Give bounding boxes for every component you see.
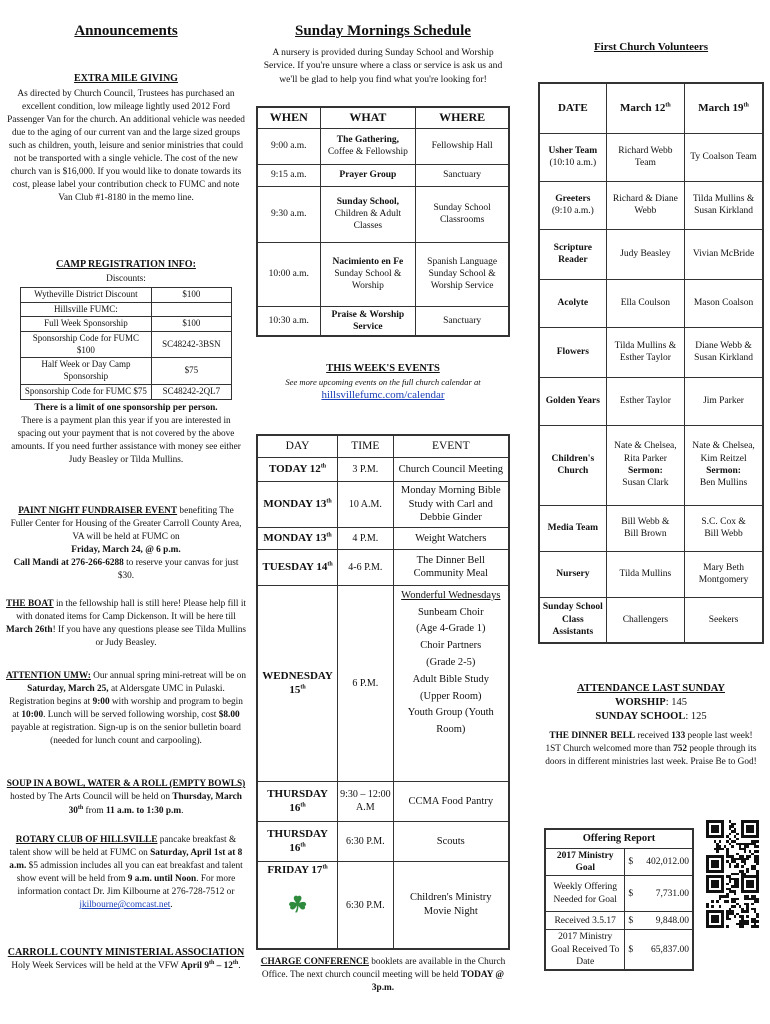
offering-value: $ 9,848.00	[625, 912, 693, 930]
event-line: (Upper Room)	[420, 690, 482, 702]
rotary-section	[6, 834, 246, 912]
volunteers-header-cell: March 19th	[685, 83, 763, 133]
camp-row-value	[151, 302, 231, 317]
soup-text: SOUP IN A BOWL, WATER & A ROLL (EMPTY BOWLS) hosted by The Arts Council will be held on Thursday, March 30th from 11 a.m. to 1:30 p.m.	[6, 779, 246, 817]
calendar-link[interactable]: hillsvillefumc.com/calendar	[321, 388, 445, 401]
volunteer-role: Acolyte	[539, 279, 606, 327]
offering-value: $ 65,837.00	[625, 930, 693, 971]
schedule-header-when: WHEN	[257, 107, 320, 128]
volunteer-names: Seekers	[685, 597, 763, 643]
schedule-what-title: Nacimiento en Fe	[332, 256, 404, 267]
umw-text: ATTENTION UMW: Our annual spring mini-retreat will be on Saturday, March 25, at Aldersgate UMC in Pulaski. Registration begins at 9:00 with worship and program to begin at 10:00. Lunch will be served following worship, cost $8.00 payable at registration. Sign-up is on the senior bulletin board (needed for lunch count and carpooling).	[6, 671, 246, 747]
dinner-bell-text: THE DINNER BELL received 133 people last week!	[549, 731, 753, 742]
sunday-schedule-table	[256, 106, 510, 337]
event-day: MONDAY 13th	[257, 527, 338, 549]
camp-plan: There is a payment plan this year if you are interested in spacing out your payment that is not covered by the above amounts. If you need further assistance with money see either Judy Beasley or Tilda Mullins.	[11, 415, 241, 465]
event-description: The Dinner Bell Community Meal	[393, 549, 509, 585]
event-row	[257, 821, 509, 861]
event-line: Sunbeam Choir	[417, 606, 484, 618]
extra-mile-section	[6, 72, 246, 205]
schedule-when: 9:15 a.m.	[257, 164, 320, 186]
volunteer-row	[539, 279, 763, 327]
offering-header-row	[545, 829, 693, 848]
event-row	[257, 481, 509, 527]
volunteer-row	[539, 327, 763, 377]
volunteer-names: Mary Beth Montgomery	[685, 551, 763, 597]
extra-mile-heading: EXTRA MILE GIVING	[74, 73, 178, 84]
extra-mile-note: Van Club #1-8180 in the memo line.	[58, 193, 194, 204]
schedule-header-what: WHAT	[320, 107, 416, 128]
schedule-what-detail: Children & Adult Classes	[334, 208, 402, 232]
volunteer-names: Challengers	[606, 597, 684, 643]
volunteer-names: Tilda Mullins	[606, 551, 684, 597]
schedule-where: Spanish Language Sunday School & Worship Service	[416, 242, 509, 306]
volunteer-names: Tilda Mullins & Susan Kirkland	[685, 181, 763, 229]
schedule-what	[320, 242, 416, 306]
weekly-events-table	[256, 434, 510, 950]
event-time: 6:30 P.M.	[338, 861, 393, 949]
event-day: TUESDAY 14th	[257, 549, 338, 585]
rotary-text: ROTARY CLUB OF HILLSVILLE pancake breakfast & talent show will be held at FUMC on Saturday, April 1st at 8 a.m. $5 admission includes all you can eat breakfast and talent show event will be held from 9 a.m. until Noon. For more information contact Dr. Jim Kilbourne at 276-728-7512 or jkilbourne@comcast.net.	[9, 835, 243, 911]
event-title: Wonderful Wednesdays	[401, 589, 501, 601]
camp-row	[21, 332, 232, 358]
event-day: THURSDAY 16th	[257, 821, 338, 861]
event-day: WEDNESDAY 15th	[257, 585, 338, 781]
schedule-row	[257, 128, 509, 164]
umw-lead: ATTENTION UMW:	[6, 671, 91, 681]
camp-row-value: $100	[151, 288, 231, 303]
charge-lead: CHARGE CONFERENCE	[260, 957, 369, 967]
events-header-time: TIME	[338, 435, 393, 457]
schedule-row	[257, 164, 509, 186]
event-row	[257, 781, 509, 821]
volunteer-names: Ty Coalson Team	[685, 133, 763, 181]
schedule-what-title: Prayer Group	[339, 169, 397, 180]
volunteer-role: Usher Team (10:10 a.m.)	[539, 133, 606, 181]
offering-label: Weekly Offering Needed for Goal	[545, 876, 625, 912]
paint-night-section	[6, 505, 246, 583]
rotary-email-link[interactable]: jkilbourne@comcast.net	[79, 900, 171, 911]
umw-section	[6, 670, 246, 748]
volunteer-names: Vivian McBride	[685, 229, 763, 279]
schedule-when: 10:30 a.m.	[257, 306, 320, 336]
attendance-ss: SUNDAY SCHOOL: 125	[595, 711, 707, 723]
volunteers-header-cell: DATE	[539, 83, 606, 133]
event-time: 10 A.M.	[338, 481, 393, 527]
volunteers-title: First Church Volunteers	[593, 41, 709, 53]
volunteer-names: S.C. Cox & Bill Webb	[685, 505, 763, 551]
camp-row-value: $75	[151, 358, 231, 384]
schedule-where: Sanctuary	[416, 306, 509, 336]
event-row	[257, 861, 509, 949]
schedule-row	[257, 242, 509, 306]
offering-label: Received 3.5.17	[545, 912, 625, 930]
paint-night-call: Call Mandi at 276-266-6288	[13, 558, 124, 569]
camp-section	[6, 258, 246, 467]
volunteer-names: Tilda Mullins & Esther Taylor	[606, 327, 684, 377]
volunteer-role: Greeters (9:10 a.m.)	[539, 181, 606, 229]
volunteer-row	[539, 551, 763, 597]
schedule-what-detail: Coffee & Fellowship	[327, 147, 408, 158]
events-note: See more upcoming events on the full church calendar at	[285, 376, 481, 387]
volunteers-table	[538, 82, 764, 644]
offering-report-table	[544, 828, 694, 971]
event-line: Youth Group (Youth Room)	[407, 707, 494, 736]
event-time: 6:30 P.M.	[338, 821, 393, 861]
event-time: 4 P.M.	[338, 527, 393, 549]
schedule-intro: A nursery is provided during Sunday School and Worship Service. If you're unsure where a class or service is ask us and we'll be glad to help you find what you're looking for!	[263, 47, 503, 85]
announcements-title: Announcements	[74, 23, 178, 39]
volunteer-role: Flowers	[539, 327, 606, 377]
volunteer-row	[539, 377, 763, 425]
volunteer-names: Esther Taylor	[606, 377, 684, 425]
volunteer-names: Bill Webb & Bill Brown	[606, 505, 684, 551]
volunteer-row	[539, 181, 763, 229]
offering-row	[545, 848, 693, 876]
boat-text: THE BOAT in the fellowship hall is still here! Please help fill it with donated items for Camp Dickenson. It will be here till March 26th! If you have any questions please see Tilda Mullins or Judy Beasley.	[6, 599, 246, 649]
camp-row-value: $100	[151, 317, 231, 332]
schedule-when: 9:30 a.m.	[257, 186, 320, 242]
soup-lead: SOUP IN A BOWL, WATER & A ROLL (EMPTY BOWLS)	[6, 779, 246, 789]
offering-value: $ 402,012.00	[625, 848, 693, 876]
volunteer-row	[539, 133, 763, 181]
ministerial-heading: CARROLL COUNTY MINISTERIAL ASSOCIATION	[7, 947, 245, 958]
volunteer-names: Ella Coulson	[606, 279, 684, 327]
event-row	[257, 585, 509, 781]
volunteer-names: Jim Parker	[685, 377, 763, 425]
events-header-event: EVENT	[393, 435, 509, 457]
camp-discount-table	[20, 287, 232, 400]
events-header-day: DAY	[257, 435, 338, 457]
event-time: 4-6 P.M.	[338, 549, 393, 585]
boat-lead: THE BOAT	[6, 599, 54, 609]
event-line: (Grade 2-5)	[426, 657, 476, 669]
camp-discounts-label: Discounts:	[106, 274, 146, 284]
attendance-section	[538, 682, 764, 769]
rotary-lead: ROTARY CLUB OF HILLSVILLE	[15, 835, 158, 845]
camp-row-label: Hillsville FUMC:	[21, 302, 152, 317]
qr-code-icon[interactable]	[706, 820, 760, 930]
schedule-when: 9:00 a.m.	[257, 128, 320, 164]
attendance-worship: WORSHIP: 145	[614, 696, 688, 708]
volunteer-role: Golden Years	[539, 377, 606, 425]
event-time: 3 P.M.	[338, 457, 393, 481]
event-description: CCMA Food Pantry	[393, 781, 509, 821]
volunteer-names: Judy Beasley	[606, 229, 684, 279]
offering-title: Offering Report	[545, 829, 693, 848]
volunteer-row	[539, 425, 763, 505]
schedule-what	[320, 128, 416, 164]
schedule-when: 10:00 a.m.	[257, 242, 320, 306]
event-line: (Age 4-Grade 1)	[416, 623, 486, 635]
offering-label: 2017 Ministry Goal	[545, 848, 625, 876]
schedule-what-detail: Sunday School & Worship	[334, 268, 402, 292]
camp-row	[21, 384, 232, 399]
schedule-what	[320, 186, 416, 242]
volunteer-role: Scripture Reader	[539, 229, 606, 279]
events-header-row	[257, 435, 509, 457]
schedule-where: Sunday School Classrooms	[416, 186, 509, 242]
event-time: 6 P.M.	[338, 585, 393, 781]
event-row	[257, 527, 509, 549]
camp-row-label: Full Week Sponsorship	[21, 317, 152, 332]
schedule-what	[320, 306, 416, 336]
schedule-what-title: Sunday School,	[336, 196, 400, 207]
paint-night-text: PAINT NIGHT FUNDRAISER EVENT benefiting The Fuller Center for Housing of the Greater Carroll County Area, VA will be held at FUMC on Friday, March 24, @ 6 p.m. Call Mandi at 276-266-6288 to reserve your canvas for just $30.	[10, 506, 242, 582]
schedule-what-title: Praise & Worship Service	[331, 309, 405, 332]
boat-section	[6, 598, 246, 650]
event-description: Scouts	[393, 821, 509, 861]
volunteer-row	[539, 597, 763, 643]
events-header	[256, 362, 510, 403]
camp-row	[21, 302, 232, 317]
event-line: Choir Partners	[420, 640, 482, 652]
event-row	[257, 457, 509, 481]
schedule-what	[320, 164, 416, 186]
schedule-where: Fellowship Hall	[416, 128, 509, 164]
schedule-row	[257, 306, 509, 336]
schedule-header-row	[257, 107, 509, 128]
volunteer-row	[539, 229, 763, 279]
event-line: Adult Bible Study	[412, 673, 489, 685]
event-description: Monday Morning Bible Study with Carl and Debbie Ginder	[393, 481, 509, 527]
soup-section	[6, 778, 246, 818]
charge-conference-text: CHARGE CONFERENCE booklets are available in the Church Office. The next church council meeting will be held TODAY @ 3p.m.	[260, 957, 506, 994]
first-church-text: 1ST Church welcomed more than 752 people through its doors in different ministries last week. Praise Be to God!	[545, 744, 757, 768]
event-description	[393, 585, 509, 781]
offering-row	[545, 912, 693, 930]
paint-night-date: Friday, March 24, @ 6 p.m.	[71, 545, 181, 556]
camp-row-value: SC48242-2QL7	[151, 384, 231, 399]
paint-night-lead: PAINT NIGHT FUNDRAISER EVENT	[18, 506, 178, 516]
ministerial-section	[6, 946, 246, 973]
offering-row	[545, 930, 693, 971]
event-description: Church Council Meeting	[393, 457, 509, 481]
volunteer-names: Nate & Chelsea, Kim Reitzel Sermon: Ben Mullins	[685, 425, 763, 505]
camp-row-value: SC48242-3BSN	[151, 332, 231, 358]
schedule-title: Sunday Mornings Schedule	[295, 23, 471, 39]
schedule-row	[257, 186, 509, 242]
volunteer-names: Mason Coalson	[685, 279, 763, 327]
volunteer-role: Children's Church	[539, 425, 606, 505]
volunteer-row	[539, 505, 763, 551]
volunteer-names: Nate & Chelsea, Rita Parker Sermon: Susan Clark	[606, 425, 684, 505]
camp-row-label: Half Week or Day Camp Sponsorship	[21, 358, 152, 384]
event-day: MONDAY 13th	[257, 481, 338, 527]
offering-value: $ 7,731.00	[625, 876, 693, 912]
event-row	[257, 549, 509, 585]
schedule-where: Sanctuary	[416, 164, 509, 186]
events-title: THIS WEEK'S EVENTS	[326, 363, 440, 374]
camp-row	[21, 317, 232, 332]
camp-row	[21, 358, 232, 384]
shamrock-icon: ☘	[287, 892, 308, 918]
camp-row	[21, 288, 232, 303]
camp-row-label: Sponsorship Code for FUMC $75	[21, 384, 152, 399]
volunteer-role: Nursery	[539, 551, 606, 597]
offering-label: 2017 Ministry Goal Received To Date	[545, 930, 625, 971]
ministerial-text: Holy Week Services will be held at the VFW April 9th – 12th.	[11, 960, 241, 972]
schedule-header-where: WHERE	[416, 107, 509, 128]
volunteers-header-cell: March 12th	[606, 83, 684, 133]
camp-row-label: Sponsorship Code for FUMC $100	[21, 332, 152, 358]
event-time: 9:30 – 12:00 A.M	[338, 781, 393, 821]
volunteers-header-row	[539, 83, 763, 133]
event-day: TODAY 12th	[257, 457, 338, 481]
offering-row	[545, 876, 693, 912]
attendance-title: ATTENDANCE LAST SUNDAY	[576, 683, 725, 694]
event-day: THURSDAY 16th	[257, 781, 338, 821]
event-description: Children's Ministry Movie Night	[393, 861, 509, 949]
volunteer-role: Sunday School Class Assistants	[539, 597, 606, 643]
volunteer-names: Richard & Diane Webb	[606, 181, 684, 229]
volunteer-names: Diane Webb & Susan Kirkland	[685, 327, 763, 377]
volunteer-names: Richard Webb Team	[606, 133, 684, 181]
camp-heading: CAMP REGISTRATION INFO:	[56, 259, 196, 270]
event-day: FRIDAY 17th☘	[257, 861, 338, 949]
camp-limit: There is a limit of one sponsorship per person.	[34, 402, 218, 413]
event-description: Weight Watchers	[393, 527, 509, 549]
schedule-what-title: The Gathering,	[336, 134, 400, 145]
volunteer-role: Media Team	[539, 505, 606, 551]
camp-row-label: Wytheville District Discount	[21, 288, 152, 303]
extra-mile-body: As directed by Church Council, Trustees has purchased an excellent condition, low mileage lightly used 2012 Ford Passenger Van for the church. An additional vehicle was needed due to the aging of our current van and the large sized groups such as children, youth, leisure and senior ministries that could not be transported with a single vehicle. The cost of the new church van is $16,000. If you would like to donate towards its cost, please label your contribution check to FUMC and note	[7, 89, 245, 191]
